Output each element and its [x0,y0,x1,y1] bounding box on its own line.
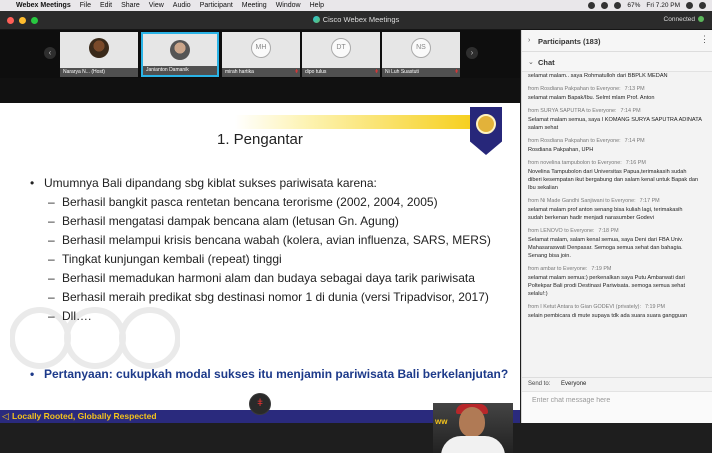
menu-meeting[interactable]: Meeting [241,2,267,9]
chat-message [528,86,711,102]
chat-message [528,266,711,298]
slide-question: • Pertanyaan: cukupkah modal sukses itu menjamin pariwisata Bali berkelanjutan? [30,367,508,381]
slide-sub-bullet: – Berhasil memadukan harmoni alam dan budaya sebagai daya tarik pariwisata [30,269,491,288]
chat-sender-text: from ambar to Everyone: [528,266,588,272]
participant-thumbnail[interactable] [302,32,380,77]
chat-message-body: Selamat malam, salam kenal semua, saya Deni dari FBA Univ. Mahasaraswati Denpasar. Semoga semua sehat dan bahagia. Senang bisa join. [528,237,684,259]
participant-video [170,40,190,60]
menu-share[interactable]: Share [121,2,140,9]
chat-sender-text: from SURYA SAPUTRA to Everyone: [528,108,617,114]
speaker-head [459,407,485,437]
chat-message [528,138,711,154]
menu-participant[interactable]: Participant [199,2,233,9]
slide-sub-bullet: – Berhasil meraih predikat sbg destinasi nomor 1 di dunia (versi Tripadvisor, 2017) [30,288,491,307]
participant-thumbnail[interactable] [382,32,460,77]
wifi-icon[interactable] [614,2,621,9]
slide-sub-bullet: – Berhasil melampui krisis bencana wabah (kolera, avian influenza, SARS, MERS) [30,231,491,250]
slide-footer-tagline: Locally Rooted, Globally Respected [12,411,157,421]
participant-name-label [302,68,380,77]
battery-percent[interactable]: 67% [627,2,641,9]
chat-message-time: 7:17 PM [639,198,660,204]
muted-mic-icon: ǂ [455,69,458,75]
slide-sub-bullet: – Dll…. [30,307,491,326]
chevron-right-icon[interactable]: › [528,37,531,44]
chat-message-body: Selamat malam semua, saya I KOMANG SURYA SAPUTRA ADINATA salam sehat [528,117,702,131]
chat-message-sender [528,228,711,234]
send-to-select[interactable]: Everyone [561,381,587,387]
chat-message [528,304,711,320]
slide-bullet-list [30,174,491,326]
menu-audio[interactable]: Audio [172,2,191,9]
window-title [0,15,712,24]
chat-message-time: 7:14 PM [620,108,641,114]
menu-edit[interactable]: Edit [100,2,113,9]
participant-name-label [60,68,138,77]
chat-message-time: 7:19 PM [591,266,612,272]
shared-slide [0,103,520,423]
participant-name: mirah hartika [225,69,254,75]
chat-sender-text: from LENOVO to Everyone: [528,228,595,234]
chevron-down-icon[interactable]: ⌄ [528,59,534,66]
muted-mic-icon: ǂ [375,69,378,75]
connection-status-text: Connected [663,16,695,23]
chat-message-sender [528,138,711,144]
send-to-label: Send to: [528,381,551,387]
participant-name: Nararya N... (Host) [63,69,105,75]
webex-logo-icon [313,16,320,23]
notification-center-icon[interactable] [699,2,706,9]
chat-message-body: selamat malam semua:) perkenalkan saya Putu Ambarwati dari Poltekpar Bali prodi Destinasi Pariwisata. semoga semua sehat selalu!:) [528,275,686,297]
menu-file[interactable]: File [79,2,91,9]
chat-message-body: Novelina Tampubolon dari Universitas Papua,terimakasih sudah diberi kesempatan ikut bergabung dan salam kenal untuk Bapak dan Ibu sekalian [528,169,699,191]
menu-bar [0,0,712,11]
chat-sender-text: from I Ketut Antara to Gian GODEVI (privately): [528,304,641,310]
chat-sender-text: from Rosdiana Pakpahan to Everyone: [528,138,621,144]
chat-message-time: 7:19 PM [644,304,666,310]
chat-message-time: 7:16 PM [625,160,646,166]
participants-label: Participants (183) [538,37,601,46]
chat-label: Chat [538,58,555,67]
slide-intro-bullet: • Umumnya Bali dipandang sbg kiblat sukses pariwisata karena: [30,174,491,193]
chat-message [528,108,711,132]
menu-app-name[interactable]: Webex Meetings [16,2,71,9]
chat-message-body: selain pembicara di mute supaya tdk ada suara suara gangguan [528,313,688,319]
chat-message [528,228,711,260]
chat-input[interactable] [532,397,702,404]
slide-sub-bullet: – Berhasil bangkit pasca rentetan bencana terorisme (2002, 2004, 2005) [30,193,491,212]
footer-arrow-icon: ◁ [2,411,9,421]
webex-tray-icon[interactable] [588,2,595,9]
speaker-overlay-text: ww [435,417,448,426]
chat-message-body: selamat malam.. saya Rohmatulloh dari BBPLK MEDAN [528,73,668,79]
clock[interactable]: Fri 7.20 PM [646,2,680,9]
participant-name-label [143,66,217,75]
menu-window[interactable]: Window [275,2,301,9]
participant-name: Ni Luh Suastuti [385,69,419,75]
muted-mic-icon: ǂ [295,69,298,75]
sync-tray-icon[interactable] [601,2,608,9]
menu-view[interactable]: View [148,2,164,9]
chat-message-time: 7:18 PM [598,228,619,234]
participant-name: dipo tulus [305,69,327,75]
chat-message-sender [528,266,711,272]
chat-sender-text: from novelina tampubolon to Everyone: [528,160,622,166]
chat-message-sender [528,160,711,166]
active-speaker-video[interactable] [433,403,513,453]
chat-message [528,72,711,80]
university-emblem-icon [470,107,502,155]
window-title-text: Cisco Webex Meetings [322,15,400,24]
chat-message-time: 7:13 PM [624,86,645,92]
chat-message-body: selamat malam Bapak/Ibu. Selmt mlam Prof. Anton [528,95,655,101]
participant-video [89,38,109,58]
connection-status[interactable] [664,16,704,23]
chat-message [528,160,711,192]
chat-message-sender [528,86,711,92]
chat-sender-text: from Ni Made Gandhi Sanjiwani to Everyone: [528,198,636,204]
chat-message-body: Rosdiana Pakpahan, UPH [528,147,594,153]
speaker-body [441,436,505,453]
window-titlebar [0,11,712,30]
participant-thumbnail-active-speaker[interactable] [141,32,219,77]
participant-thumbnail[interactable] [222,32,300,77]
chat-input-area[interactable] [522,391,712,423]
participant-avatar: DT [331,38,351,58]
send-to-row [522,377,712,391]
scroll-right-icon[interactable]: › [466,47,478,59]
chat-message-list[interactable] [522,72,712,377]
participants-header[interactable] [522,30,712,52]
participant-name: Janianton Damanik [146,67,189,73]
connection-indicator-icon [698,16,704,22]
participant-avatar: MH [251,38,271,58]
slide-sub-bullet: – Tingkat kunjungan kembali (repeat) tinggi [30,250,491,269]
status-tray [588,0,706,11]
chat-message-sender [528,198,711,204]
chat-message [528,198,711,222]
meeting-stage [0,30,520,426]
chat-sender-text: from Rosdiana Pakpahan to Everyone: [528,86,621,92]
participant-avatar: NS [411,38,431,58]
chat-message-sender [528,304,711,310]
more-options-icon[interactable]: ⋮ [700,34,709,44]
participant-name-label [382,68,460,77]
scroll-left-icon[interactable]: ‹ [44,47,56,59]
participant-thumbnail-strip [0,30,520,78]
chat-message-sender [528,108,711,114]
slide-title: 1. Pengantar [217,131,303,148]
chat-message-time: 7:14 PM [624,138,645,144]
slide-header-bar [235,115,475,129]
side-panel [521,30,712,423]
chat-header[interactable] [522,52,712,72]
search-icon[interactable] [686,2,693,9]
mute-mic-button[interactable]: ǂ [249,393,271,415]
menu-help[interactable]: Help [309,2,324,9]
participant-thumbnail[interactable] [60,32,138,77]
emblem-seal-icon [476,114,496,134]
participant-name-label [222,68,300,77]
chat-message-body: selamat malam prof anton senang bisa kuliah lagi, terimakasih sudah berkenan hadir menjadi narasumber Godevi [528,207,683,221]
slide-sub-bullet: – Berhasil mengatasi dampak bencana alam (letusan Gn. Agung) [30,212,491,231]
